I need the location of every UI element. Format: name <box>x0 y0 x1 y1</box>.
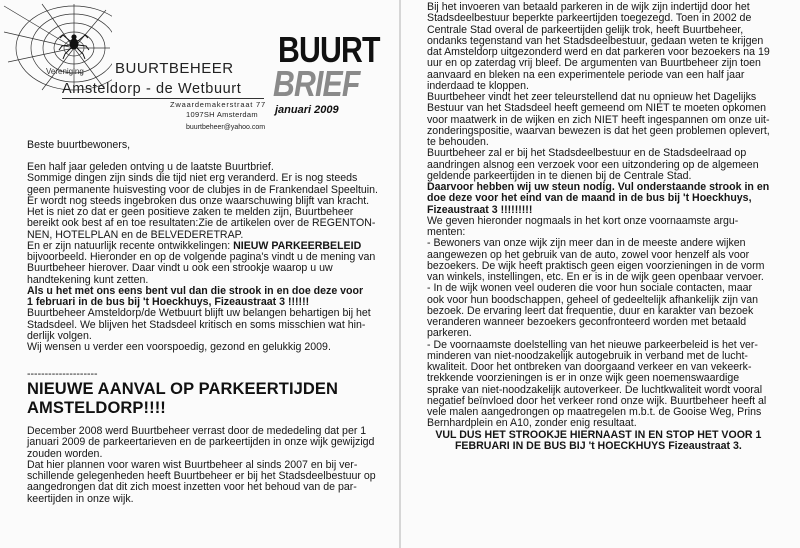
text-line: menten: <box>427 226 466 238</box>
text-line: We geven hieronder nogmaals in het kort onze voornaamste argu- <box>427 214 739 227</box>
text-line: aanvaard en bleken na een experimentele periode van een half jaar <box>427 68 745 81</box>
text-line: aandringen alsnog een verzoek voor een uitzondering op de algemeen <box>427 158 759 171</box>
text-line: Stadsdeel. We blijven het Stadsdeel kritisch en soms misschien wat hin- <box>27 318 366 331</box>
bold-text-line: doe deze voor het eind van de maand in de bus bij 't Hoeckhuys, <box>427 192 752 205</box>
masthead-brief: BRIEF <box>273 63 360 104</box>
text-line: derlijk volgen. <box>27 329 92 342</box>
text-line: zonderingspositie, waarvan bewezen is dat het geen problemen oplevert, <box>427 124 770 137</box>
text-line: Stadsdeelbestuur beperkte parkeertijden toegezegd. Toen in 2002 de <box>427 12 752 25</box>
text-line: ook voor hun boodschappen, geheel of gedeeltelijk afhankelijk zijn van <box>427 293 758 306</box>
text-line: December 2008 werd Buurtbeheer verrast door de mededeling dat per 1 <box>27 425 367 437</box>
text-line: - Bewoners van onze wijk zijn meer dan in de meeste andere wijken <box>427 237 746 250</box>
bold-text-line: Fizeaustraat 3 !!!!!!!!! <box>427 203 533 216</box>
text-line: januari 2009 de parkeertarieven en de parkeertijden in onze wijk gewijzigd <box>27 436 375 449</box>
text-line: - In de wijk wonen veel ouderen die voor hun sociale contacten, maar <box>427 282 753 295</box>
text-line: van winkels, instellingen, etc. En er is in de wijk geen openbaar vervoer. <box>427 271 764 283</box>
heading-line: NIEUWE AANVAL OP PARKEERTIJDEN <box>27 380 339 398</box>
address-postal: 1097SH Amsterdam <box>186 110 258 119</box>
text-line: Wij wensen u verder een voorspoedig, gezond en gelukkig 2009. <box>27 341 331 353</box>
text-line: te behouden. <box>427 136 489 148</box>
text-line: dat Amsteldorp uitgezonderd werd en dat parkeren voor bezoekers na 19 <box>427 46 770 58</box>
text-line: veranderen wanneer bezoekers geconfronteerd worden met betaald <box>427 316 747 328</box>
text-line: aangedrongen dat dit zich moest inzetten voor het behoud van de par- <box>27 481 357 494</box>
text-line: zouden worden. <box>27 447 103 460</box>
masthead-buurt: BUURT <box>278 29 380 70</box>
org-name: BUURTBEHEER <box>115 60 234 77</box>
text-line: Sommige dingen zijn sinds die tijd niet erg veranderd. Er is nog steeds <box>27 172 358 185</box>
text-line: Het is niet zo dat er geen positieve zaken te melden zijn, Buurtbeheer <box>27 206 354 218</box>
text-line: Bernhardplein en A10, zonder enig resultaat. <box>427 417 637 430</box>
address-street: Zwaardemakerstraat 77 <box>170 100 267 109</box>
bold-text-line: Als u het met ons eens bent vul dan die strook in en doe deze voor <box>27 284 364 297</box>
text-line: voor maatwerk in de wijken en zich NIET heeft ingespannen om onze uit- <box>427 113 770 126</box>
text-line: Er wordt nog steeds ingebroken dus onze waarschuwing blijft van kracht. <box>27 194 370 207</box>
email-address: buurtbeheer@yahoo.com <box>186 124 266 131</box>
org-subname: Amsteldorp - de Wetbuurt <box>62 81 242 97</box>
text-line: Een half jaar geleden ontving u de laatste Buurtbrief. <box>27 161 274 173</box>
text-line: bezoek. De ervaring leert dat frequentie, duur en karakter van bezoek <box>427 304 754 317</box>
text-line: negatief beïnvloed door het verkeer rond onze wijk. Buurtbeheer heeft al <box>427 394 767 407</box>
text-line: uur en op zaterdag vrij bleef. De argumenten van Buurtbeheer zijn toen <box>427 57 761 70</box>
bold-text-line: 1 februari in de bus bij 't Hoeckhuys, Fizeaustraat 3 !!!!!! <box>27 296 310 308</box>
separator-line: -------------------- <box>27 368 98 380</box>
vereniging-label: Vereniging <box>46 67 84 76</box>
text-span: En er zijn natuurlijk recente ontwikkelingen: <box>27 239 234 252</box>
text-line: NEN, HOTELPLAN en de BELVEDERETRAP. <box>27 228 244 241</box>
bold-text-line: Daarvoor hebben wij uw steun nodig. Vul onderstaande strook in en <box>427 181 770 193</box>
text-line: bezoekers. De wijk heeft praktisch geen eigen voorzieningen in de vorm <box>427 259 765 272</box>
text-line: inderdaad te kloppen. <box>427 79 529 92</box>
final-call-line: VUL DUS HET STROOKJE HIERNAAST IN EN STOP HET VOOR 1 <box>435 428 762 441</box>
text-line: Dat hier plannen voor waren wist Buurtbeheer al sinds 2007 en bij ver- <box>27 458 358 471</box>
text-line: Buurtbeheer Amsteldorp/de Wetbuurt blijft uw belangen behartigen bij het <box>27 307 371 320</box>
final-call-line: FEBRUARI IN DE BUS BIJ 't HOECKHUYS Fizeaustraat 3. <box>454 439 742 452</box>
article-heading <box>27 380 338 418</box>
heading-line: AMSTELDORP!!!! <box>27 399 166 417</box>
parkeerbeleid-highlight: NIEUW PARKEERBELEID <box>233 239 362 252</box>
org-underline <box>62 98 264 99</box>
text-line: ondanks tegenstand van het Stadsdeelbestuur, gedaan weten te krijgen <box>427 34 764 47</box>
text-line: keertijden in onze wijk. <box>27 492 134 505</box>
text-line: geldende parkeertijden in te dienen bij de Centrale Stad. <box>427 169 692 182</box>
text-line: sprake van niet-noodzakelijk autoverkeer. De luchtkwaliteit wordt vooral <box>427 383 763 396</box>
text-line: Buurtbeheer zal er bij het Stadsdeelbestuur en de Stadsdeelraad op <box>427 147 747 160</box>
text-line: bereikt ook best af en toe resultaten:Zie de artikelen over de REGENTON- <box>27 217 376 230</box>
text-line: Centrale Stad overal de parkeertijden gelijk trok, heeft Buurtbeheer, <box>427 23 744 36</box>
text-line: aangewezen op het gebruik van de auto, zowel voor henzelf als voor <box>427 248 750 261</box>
text-line: - De voornaamste doelstelling van het nieuwe parkeerbeleid is het ver- <box>427 338 758 351</box>
text-line: bijvoorbeeld. Hieronder en op de volgende pagina's vindt u de mening van <box>27 251 376 263</box>
salutation: Beste buurtbewoners, <box>27 139 131 151</box>
text-line: vele malen aangedrongen op maatregelen m.b.t. de Gooise Weg, Prins <box>427 406 762 418</box>
article-body <box>27 426 376 505</box>
text-line: kwaliteit. Door het ontbreken van doorgaand verkeer en van vekeerk- <box>427 361 752 373</box>
right-page-body <box>427 2 770 452</box>
text-line: parkeren. <box>427 327 472 340</box>
text-line: minderen van niet-noodzakelijk autogebruik in verband met de lucht- <box>427 349 748 362</box>
text-line: trekkende voorzieningen is er in onze wijk geen noemenswaardige <box>427 372 740 385</box>
text-line: schillende gelegenheden heeft Buurtbeheer er bij het Stadsdeelbestuur op <box>27 470 376 482</box>
left-page <box>0 0 399 548</box>
letter-body <box>27 162 378 353</box>
text-line: geen permanente huisvesting voor de clubjes in de Frankendael Speeltuin. <box>27 183 379 196</box>
masthead-date: januari 2009 <box>275 104 339 116</box>
text-line: Bij het invoeren van betaald parkeren in de wijk zijn indertijd door het <box>427 1 750 13</box>
text-line: handtekening kunt zetten. <box>27 273 149 286</box>
right-page <box>401 0 800 548</box>
text-line: Buurtbeheer vindt het zeer teleurstellend dat nu opnieuw het Dagelijks <box>427 91 757 103</box>
text-line: Bestuur van het Stadsdeel heeft gemeend om NIET te moeten opkomen <box>427 102 767 115</box>
text-line: Buurtbeheer hierover. Daar vindt u ook een strookje waarop u uw <box>27 262 333 275</box>
